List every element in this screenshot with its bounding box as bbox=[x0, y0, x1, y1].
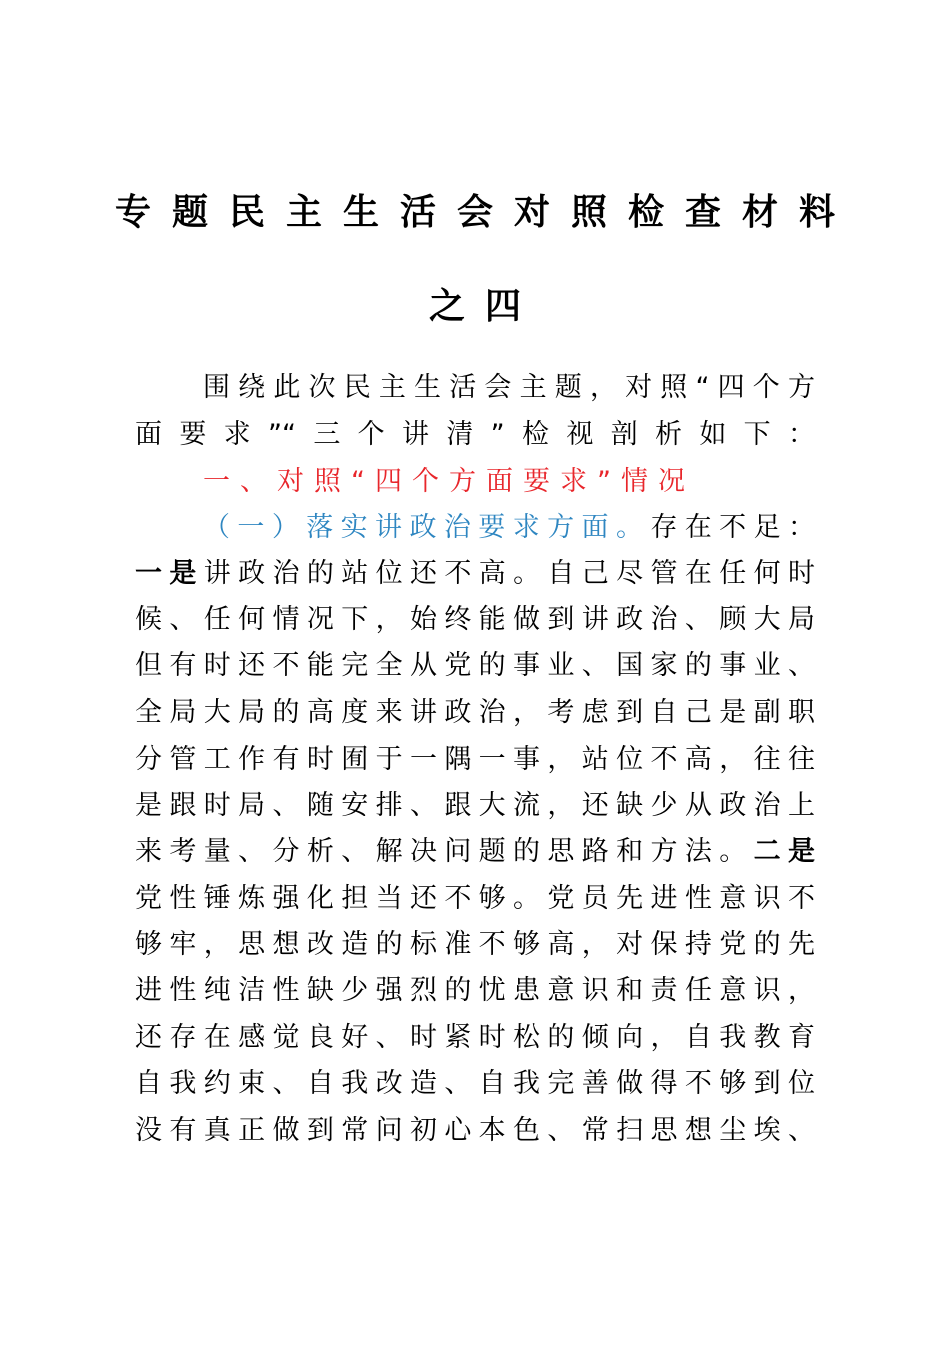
body-line: 但有时还不能完全从党的事业、国家的事业、 bbox=[135, 650, 815, 681]
body-line: 分管工作有时囿于一隅一事，站位不高，往往 bbox=[135, 744, 815, 775]
subsection-heading-1: （一）落实讲政治要求方面。 bbox=[203, 512, 651, 543]
subsection-heading-tail: 存在不足： bbox=[650, 512, 816, 543]
body-line: 候、任何情况下，始终能做到讲政治、顾大局 bbox=[135, 604, 815, 635]
body-line: 党性锤炼强化担当还不够。党员先进性意识不 bbox=[135, 883, 815, 914]
body-line: 全局大局的高度来讲政治，考虑到自己是副职 bbox=[135, 697, 815, 728]
point-2-line bbox=[135, 829, 815, 875]
body-line: 没有真正做到常问初心本色、常扫思想尘埃、 bbox=[135, 1115, 815, 1146]
document-title-line-2: 之四 bbox=[428, 286, 541, 327]
point-1-label: 一是 bbox=[135, 558, 204, 589]
body-line: 是跟时局、随安排、跟大流，还缺少从政治上 bbox=[135, 790, 815, 821]
point-2-label: 二是 bbox=[753, 836, 816, 867]
body-line: 自我约束、自我改造、自我完善做得不够到位 bbox=[135, 1068, 815, 1099]
intro-paragraph-line-1: 围绕此次民主生活会主题，对照“四个方 bbox=[203, 372, 815, 403]
point-1-text: 讲政治的站位还不高。自己尽管在任何时 bbox=[203, 558, 816, 589]
body-line: 还存在感觉良好、时紧时松的倾向，自我教育 bbox=[135, 1022, 815, 1053]
point-2-lead: 来考量、分析、解决问题的思路和方法。 bbox=[135, 836, 754, 867]
subsection-heading-line bbox=[203, 505, 815, 551]
section-heading-1: 一、对照“四个方面要求”情况 bbox=[203, 466, 695, 497]
intro-paragraph-line-2: 面要求”“三个讲清”检视剖析如下： bbox=[135, 419, 815, 450]
document-title-line-1: 专题民主生活会对照检查材料 bbox=[114, 192, 856, 233]
body-line: 进性纯洁性缺少强烈的忧患意识和责任意识， bbox=[135, 975, 815, 1006]
point-1-line bbox=[135, 551, 815, 597]
body-line: 够牢，思想改造的标准不够高，对保持党的先 bbox=[135, 929, 815, 960]
